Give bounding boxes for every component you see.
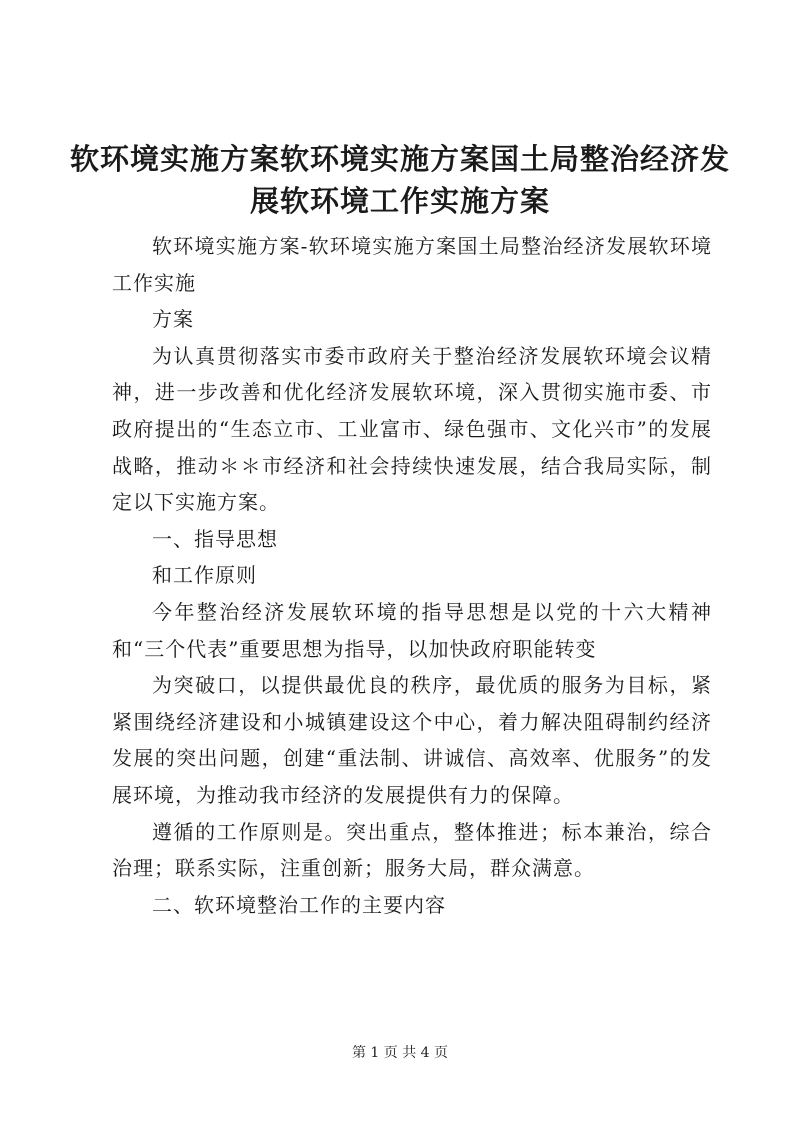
paragraph-3: 为认真贯彻落实市委市政府关于整治经济发展软环境会议精神，进一步改善和优化经济发展软环境，深入贯彻实施市委、市政府提出的“生态立市、工业富市、绿色强市、文化兴市”的发展战略，推动＊＊市经济和社会持续快速发展，结合我局实际，制定以下实施方案。 [112,343,712,515]
paragraph-8: 遵循的工作原则是。突出重点，整体推进；标本兼治，综合治理；联系实际，注重创新；服务大局，群众满意。 [112,819,712,881]
paragraph-7: 为突破口，以提供最优良的秩序，最优质的服务为目标，紧紧围绕经济建设和小城镇建设这个中心，着力解决阻碍制约经济发展的突出问题，创建“重法制、讲诚信、高效率、优服务”的发展环境，为推动我市经济的发展提供有力的保障。 [112,673,712,807]
document-title: 软环境实施方案软环境实施方案国土局整治经济发展软环境工作实施方案 [69,142,730,218]
paragraph-9: 二、软环境整治工作的主要内容 [152,892,446,917]
paragraph-6: 今年整治经济发展软环境的指导思想是以党的十六大精神和“三个代表”重要思想为指导，以加快政府职能转变 [112,599,712,661]
paragraph-1: 软环境实施方案-软环境实施方案国土局整治经济发展软环境工作实施 [112,234,712,295]
page-footer: 第 1 页 共 4 页 [351,1045,449,1061]
paragraph-5: 和工作原则 [152,563,257,588]
document-body [112,228,712,923]
paragraph-2: 方案 [152,307,194,332]
paragraph-4: 一、指导思想 [152,526,278,551]
